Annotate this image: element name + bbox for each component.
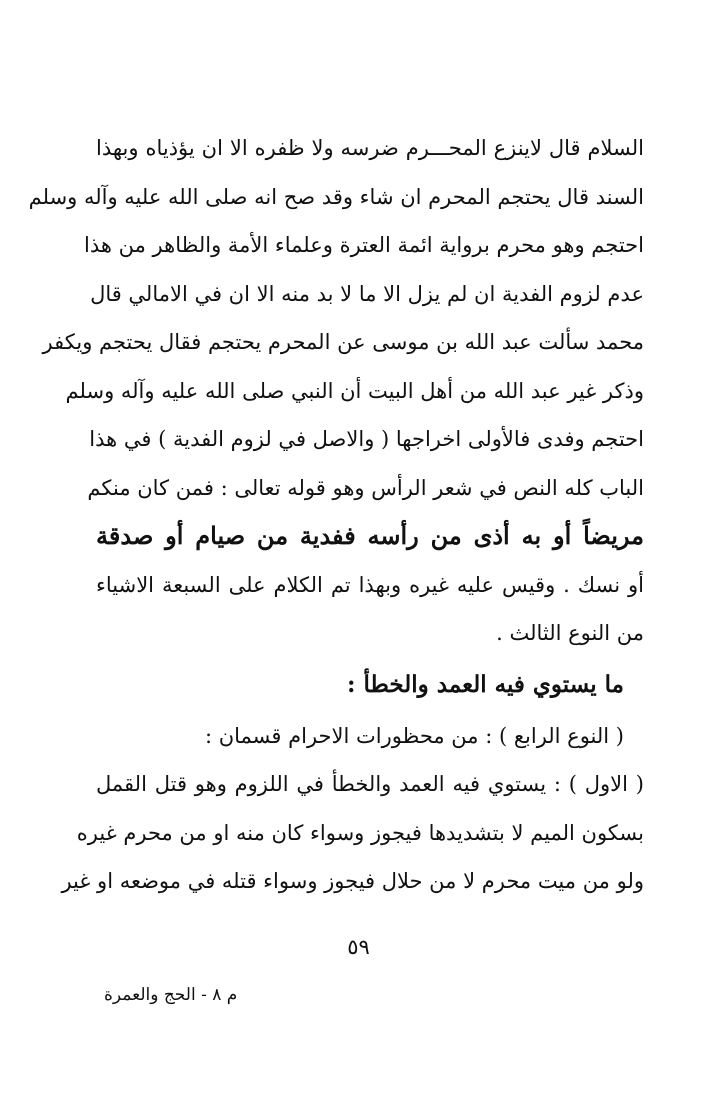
text-line-16: ولو من ميت محرم لا من حلال فيجوز وسواء قتله في موضعه او غير — [61, 869, 644, 893]
section-heading: ما يستوي فيه العمد والخطأ : — [347, 670, 624, 698]
body-text — [28, 124, 644, 906]
text-line-14: ( الاول ) : يستوي فيه العمد والخطأ في اللزوم وهو قتل القمل — [96, 772, 644, 796]
quran-verse-line: مريضاً أو به أذى من رأسه ففدية من صيام أو صدقة — [96, 521, 644, 550]
text-line-4: عدم لزوم الفدية ان لم يزل الا ما لا بد منه الا ان في الامالي قال — [90, 281, 644, 306]
text-line-10: أو نسك . وقيس عليه غيره وبهذا تم الكلام على السبعة الاشياء — [96, 572, 644, 597]
text-line-3: احتجم وهو محرم برواية ائمة العترة وعلماء الأمة والظاهر من هذا — [84, 233, 644, 257]
page-number: ٥٩ — [347, 935, 370, 959]
text-line-13: ( النوع الرابع ) : من محظورات الاحرام قسمان : — [204, 723, 624, 748]
text-line-11: من النوع الثالث . — [496, 621, 644, 645]
text-line-1: السلام قال لاينزع المحـــرم ضرسه ولا ظفره الا ان يؤذياه وبهذا — [96, 136, 644, 160]
text-line-8: الباب كله النص في شعر الرأس وهو قوله تعالى : فمن كان منكم — [87, 475, 644, 500]
footer-signature: م ٨ - الحج والعمرة — [104, 985, 238, 1005]
text-line-15: بسكون الميم لا بتشديدها فيجوز وسواء كان منه او من محرم غيره — [76, 820, 644, 845]
text-line-2: السند قال يحتجم المحرم ان شاء وقد صح انه صلى الله عليه وآله وسلم — [28, 184, 644, 209]
text-line-6: وذكر غير عبد الله من أهل البيت أن النبي صلى الله عليه وآله وسلم — [65, 378, 644, 403]
text-line-7: احتجم وفدى فالأولى اخراجها ( والاصل في لزوم الفدية ) في هذا — [89, 427, 644, 451]
text-line-5: محمد سألت عبد الله بن موسى عن المحرم يحتجم فقال يحتجم ويكفر — [42, 330, 644, 354]
